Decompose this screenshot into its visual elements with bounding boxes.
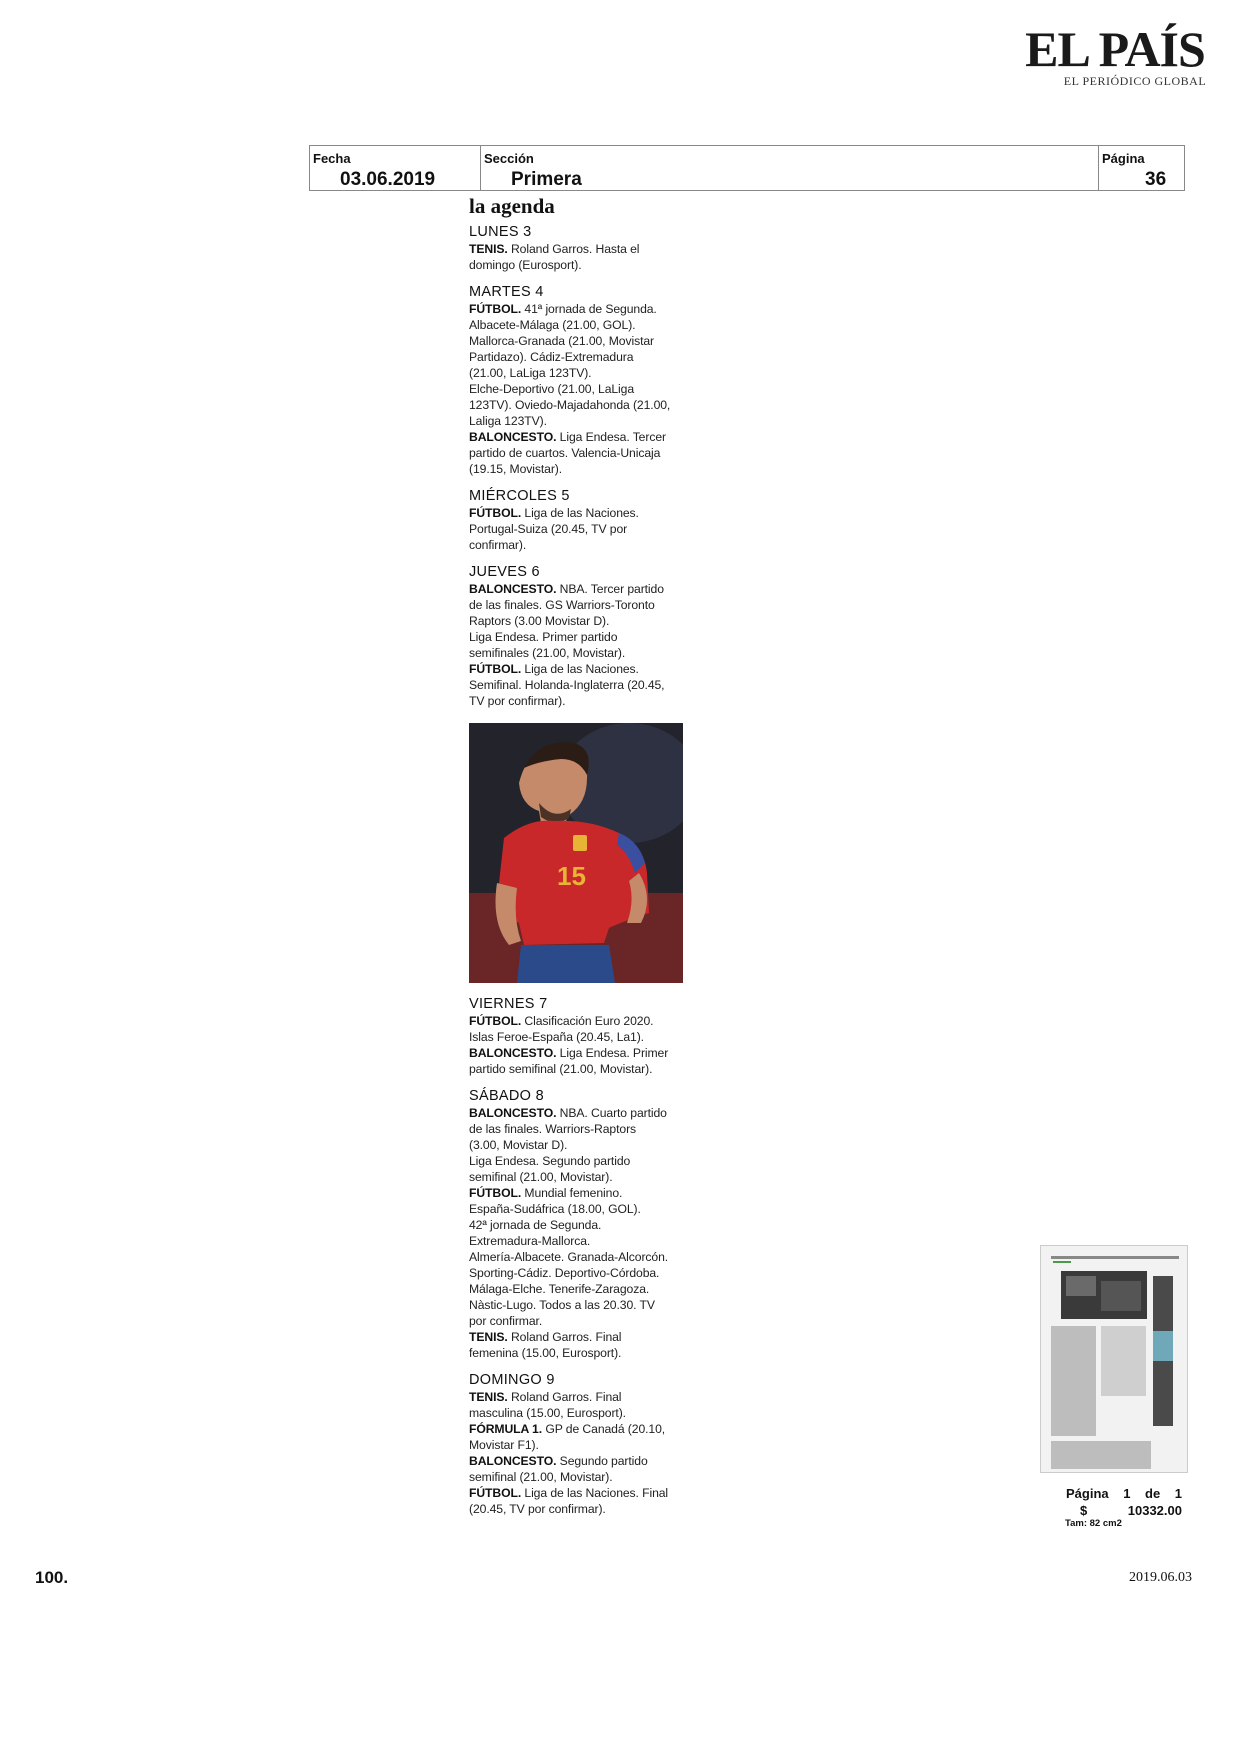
agenda-text: Albacete-Málaga (21.00, GOL). xyxy=(469,318,636,332)
sport-label: BALONCESTO. xyxy=(469,1106,557,1120)
agenda-line xyxy=(469,1469,689,1485)
agenda-day xyxy=(469,1371,689,1517)
agenda-line xyxy=(469,1485,689,1501)
day-heading: JUEVES 6 xyxy=(469,564,540,580)
day-body xyxy=(469,1013,689,1077)
seccion-cell xyxy=(480,146,1098,190)
agenda-day xyxy=(469,1087,689,1361)
agenda-text: Málaga-Elche. Tenerife-Zaragoza. xyxy=(469,1282,650,1296)
day-body xyxy=(469,1105,689,1361)
sport-label: BALONCESTO. xyxy=(469,1046,557,1060)
agenda-text: Roland Garros. Final xyxy=(507,1330,622,1344)
agenda-line xyxy=(469,1265,689,1281)
agenda-line xyxy=(469,1453,689,1469)
agenda-text: semifinales (21.00, Movistar). xyxy=(469,646,626,660)
agenda-text: (3.00, Movistar D). xyxy=(469,1138,568,1152)
agenda-line xyxy=(469,597,689,613)
sport-label: BALONCESTO. xyxy=(469,582,557,596)
agenda-text: (21.00, LaLiga 123TV). xyxy=(469,366,592,380)
page-info-total: 1 xyxy=(1174,1486,1182,1501)
day-heading: DOMINGO 9 xyxy=(469,1372,555,1388)
agenda-text: Liga de las Naciones. xyxy=(521,506,639,520)
page-info-num: 1 xyxy=(1123,1486,1131,1501)
sport-label: FÚTBOL. xyxy=(469,506,522,520)
agenda-line xyxy=(469,1013,689,1029)
agenda-text: confirmar). xyxy=(469,538,527,552)
seccion-value: Primera xyxy=(511,169,582,190)
agenda-line xyxy=(469,1105,689,1121)
sport-label: TENIS. xyxy=(469,1390,508,1404)
day-heading: VIERNES 7 xyxy=(469,996,548,1012)
agenda-text: Extremadura-Mallorca. xyxy=(469,1234,591,1248)
agenda-line xyxy=(469,1421,689,1437)
day-body xyxy=(469,241,689,273)
agenda-text: femenina (15.00, Eurosport). xyxy=(469,1346,622,1360)
agenda-text: Movistar F1). xyxy=(469,1438,539,1452)
agenda-day xyxy=(469,487,689,553)
agenda-line xyxy=(469,581,689,597)
agenda-day xyxy=(469,283,689,477)
agenda-text: (20.45, TV por confirmar). xyxy=(469,1502,606,1516)
agenda-text: TV por confirmar). xyxy=(469,694,566,708)
agenda-line xyxy=(469,1389,689,1405)
agenda-text: 42ª jornada de Segunda. xyxy=(469,1218,602,1232)
agenda-line xyxy=(469,645,689,661)
article-title: la agenda xyxy=(469,194,555,218)
fecha-value: 03.06.2019 xyxy=(340,169,436,190)
agenda-text: Elche-Deportivo (21.00, LaLiga xyxy=(469,382,635,396)
agenda-line xyxy=(469,1169,689,1185)
fecha-cell xyxy=(310,146,480,190)
agenda-text: Mundial femenino. xyxy=(521,1186,623,1200)
seccion-label: Sección xyxy=(484,151,534,166)
sport-label: FÚTBOL. xyxy=(469,662,522,676)
clipping-value: 10332.00 xyxy=(1127,1503,1182,1518)
logo-title: EL PAÍS xyxy=(1025,21,1205,77)
day-heading: LUNES 3 xyxy=(469,224,532,240)
agenda-line xyxy=(469,1345,689,1361)
agenda-line xyxy=(469,429,689,445)
player-photo xyxy=(469,723,683,983)
newspaper-logo xyxy=(1010,21,1220,89)
page-count-row xyxy=(1040,1486,1190,1501)
agenda-line xyxy=(469,1233,689,1249)
agenda-line xyxy=(469,1329,689,1345)
day-body xyxy=(469,505,689,553)
agenda-text: Liga Endesa. Segundo partido xyxy=(469,1154,631,1168)
agenda-line xyxy=(469,1153,689,1169)
footer-score: 100. xyxy=(35,1568,69,1587)
agenda-line xyxy=(469,317,689,333)
agenda-line xyxy=(469,445,689,461)
agenda-text: Mallorca-Granada (21.00, Movistar xyxy=(469,334,655,348)
currency-symbol: $ xyxy=(1080,1503,1088,1518)
agenda-text: Portugal-Suiza (20.45, TV por xyxy=(469,522,628,536)
agenda-line xyxy=(469,693,689,709)
agenda-text: de las finales. Warriors-Raptors xyxy=(469,1122,637,1136)
agenda-text: (19.15, Movistar). xyxy=(469,462,563,476)
agenda-text: Sporting-Cádiz. Deportivo-Córdoba. xyxy=(469,1266,660,1280)
agenda-line xyxy=(469,349,689,365)
page-thumbnail-illustration xyxy=(1041,1246,1188,1473)
agenda-line xyxy=(469,1061,689,1077)
logo-subtitle: EL PERIÓDICO GLOBAL xyxy=(1063,74,1207,88)
sport-label: TENIS. xyxy=(469,1330,508,1344)
footer-date: 2019.06.03 xyxy=(1129,1570,1192,1585)
agenda-line xyxy=(469,1217,689,1233)
agenda-text: 41ª jornada de Segunda. xyxy=(521,302,657,316)
agenda-line xyxy=(469,1313,689,1329)
agenda-text: Liga Endesa. Tercer xyxy=(556,430,666,444)
agenda-day xyxy=(469,563,689,709)
agenda-line xyxy=(469,613,689,629)
agenda-line xyxy=(469,677,689,693)
agenda-line xyxy=(469,1281,689,1297)
sport-label: FÚTBOL. xyxy=(469,1014,522,1028)
day-heading: MIÉRCOLES 5 xyxy=(469,488,570,504)
day-body xyxy=(469,301,689,477)
agenda-line xyxy=(469,1201,689,1217)
shirt-number: 15 xyxy=(557,861,586,891)
agenda-text: Liga de las Naciones. xyxy=(521,662,639,676)
sport-label: BALONCESTO. xyxy=(469,1454,557,1468)
agenda-line xyxy=(469,413,689,429)
agenda-text: Roland Garros. Hasta el xyxy=(507,242,640,256)
agenda-text: Segundo partido xyxy=(556,1454,648,1468)
agenda-day xyxy=(469,223,689,273)
agenda-text: partido de cuartos. Valencia-Unicaja xyxy=(469,446,661,460)
agenda-text: Raptors (3.00 Movistar D). xyxy=(469,614,610,628)
agenda-line xyxy=(469,1249,689,1265)
agenda-day xyxy=(469,995,689,1077)
agenda-text: Liga Endesa. Primer xyxy=(556,1046,669,1060)
agenda-text: Partidazo). Cádiz-Extremadura xyxy=(469,350,634,364)
agenda-text: NBA. Tercer partido xyxy=(556,582,664,596)
days-list-top xyxy=(469,223,689,709)
agenda-line xyxy=(469,537,689,553)
agenda-line xyxy=(469,381,689,397)
sport-label: TENIS. xyxy=(469,242,508,256)
agenda-line xyxy=(469,241,689,257)
pagina-label: Página xyxy=(1102,151,1145,166)
agenda-text: Clasificación Euro 2020. xyxy=(521,1014,654,1028)
agenda-line xyxy=(469,1045,689,1061)
sport-label: BALONCESTO. xyxy=(469,430,557,444)
agenda-text: Islas Feroe-España (20.45, La1). xyxy=(469,1030,644,1044)
agenda-line xyxy=(469,1405,689,1421)
pagina-value: 36 xyxy=(1145,169,1167,190)
agenda-text: NBA. Cuarto partido xyxy=(556,1106,667,1120)
agenda-line xyxy=(469,629,689,645)
day-heading: MARTES 4 xyxy=(469,284,544,300)
agenda-text: de las finales. GS Warriors-Toronto xyxy=(469,598,655,612)
day-heading: SÁBADO 8 xyxy=(469,1088,544,1104)
player-photo-illustration xyxy=(469,723,683,983)
page-info xyxy=(1040,1486,1190,1529)
size-row: Tam: 82 cm2 xyxy=(1065,1518,1122,1529)
agenda-line xyxy=(469,397,689,413)
agenda-text: España-Sudáfrica (18.00, GOL). xyxy=(469,1202,641,1216)
agenda-text: semifinal (21.00, Movistar). xyxy=(469,1170,613,1184)
agenda-text: Roland Garros. Final xyxy=(507,1390,622,1404)
agenda-line xyxy=(469,1029,689,1045)
agenda-line xyxy=(469,1297,689,1313)
page-info-label: Página xyxy=(1066,1486,1109,1501)
day-body xyxy=(469,1389,689,1517)
clipping-meta-table xyxy=(309,145,1185,191)
pagina-cell xyxy=(1098,146,1184,190)
agenda-line xyxy=(469,1185,689,1201)
agenda-line xyxy=(469,505,689,521)
agenda-text: por confirmar. xyxy=(469,1314,543,1328)
fecha-label: Fecha xyxy=(313,151,351,166)
days-list-bottom xyxy=(469,995,689,1517)
agenda-text: partido semifinal (21.00, Movistar). xyxy=(469,1062,653,1076)
agenda-text: Semifinal. Holanda-Inglaterra (20.45, xyxy=(469,678,665,692)
day-body xyxy=(469,581,689,709)
agenda-text: 123TV). Oviedo-Majadahonda (21.00, xyxy=(469,398,671,412)
agenda-line xyxy=(469,461,689,477)
agenda-text: GP de Canadá (20.10, xyxy=(542,1422,666,1436)
agenda-line xyxy=(469,1137,689,1153)
sport-label: FÚTBOL. xyxy=(469,302,522,316)
agenda-text: semifinal (21.00, Movistar). xyxy=(469,1470,613,1484)
agenda-text: Liga de las Naciones. Final xyxy=(521,1486,669,1500)
agenda-line xyxy=(469,1121,689,1137)
agenda-text: Laliga 123TV). xyxy=(469,414,547,428)
sport-label: FÚTBOL. xyxy=(469,1486,522,1500)
value-row xyxy=(1040,1501,1190,1518)
agenda-line xyxy=(469,661,689,677)
page-thumbnail xyxy=(1040,1245,1188,1473)
agenda-line xyxy=(469,1437,689,1453)
agenda-line xyxy=(469,521,689,537)
agenda-line xyxy=(469,1501,689,1517)
agenda-article xyxy=(469,193,689,1527)
agenda-text: masculina (15.00, Eurosport). xyxy=(469,1406,626,1420)
page-info-de: de xyxy=(1145,1486,1161,1501)
agenda-line xyxy=(469,365,689,381)
agenda-line xyxy=(469,301,689,317)
agenda-line xyxy=(469,257,689,273)
agenda-text: domingo (Eurosport). xyxy=(469,258,582,272)
sport-label: FÓRMULA 1. xyxy=(469,1422,543,1436)
agenda-text: Liga Endesa. Primer partido xyxy=(469,630,618,644)
agenda-text: Nàstic-Lugo. Todos a las 20.30. TV xyxy=(469,1298,655,1312)
agenda-line xyxy=(469,333,689,349)
agenda-text: Almería-Albacete. Granada-Alcorcón. xyxy=(469,1250,669,1264)
sport-label: FÚTBOL. xyxy=(469,1186,522,1200)
